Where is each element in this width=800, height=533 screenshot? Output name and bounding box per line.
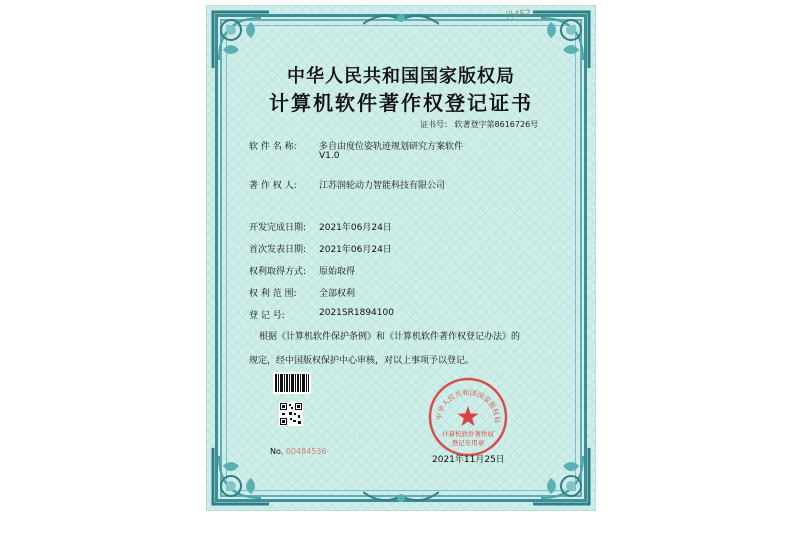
field-software-name bbox=[249, 139, 464, 152]
field-label: 著 作 权 人: bbox=[249, 181, 297, 191]
handwritten-note: 仍4F2 bbox=[504, 8, 532, 22]
field-value: 全部权利 bbox=[319, 289, 356, 299]
top-ornament-icon bbox=[363, 10, 439, 26]
bottom-ornament-icon bbox=[363, 490, 439, 506]
seal-ring-text: 中华人民共和国国家版权局 bbox=[434, 388, 502, 424]
field-label: 开发完成日期: bbox=[249, 223, 307, 233]
field-label: 软 件 名 称: bbox=[249, 142, 297, 152]
serial-number bbox=[270, 447, 327, 456]
issue-date: 2021年11月25日 bbox=[432, 455, 505, 465]
issuing-authority: 中华人民共和国国家版权局 bbox=[287, 66, 515, 87]
certificate bbox=[207, 6, 595, 510]
field-copyright-owner bbox=[249, 178, 446, 191]
field-label: 首次发表日期: bbox=[249, 245, 307, 255]
seal-line-1: 计算机软件著作权 bbox=[442, 430, 494, 438]
official-seal-icon bbox=[427, 376, 509, 458]
software-version: V1.0 bbox=[319, 151, 340, 161]
border-ornament-icon bbox=[211, 446, 271, 506]
field-label: 权 利 范 围: bbox=[249, 289, 297, 299]
certificate-number: 证书号： 软著登字第8616726号 bbox=[420, 120, 539, 129]
field-value: 2021年06月24日 bbox=[319, 223, 392, 233]
field-value: 2021年06月24日 bbox=[319, 245, 392, 255]
statement-line-1: 根据《计算机软件保护条例》和《计算机软件著作权登记办法》的 bbox=[259, 332, 521, 342]
field-value: 原始取得 bbox=[319, 267, 356, 277]
field-completion-date bbox=[249, 220, 392, 233]
field-label: 登 记 号: bbox=[249, 311, 285, 321]
field-registration-number bbox=[249, 308, 394, 321]
field-first-publish-date bbox=[249, 242, 392, 255]
seal-line-2: 登记专用章 bbox=[451, 439, 485, 447]
border-ornament-icon bbox=[531, 10, 591, 70]
certificate-title: 计算机软件著作权登记证书 bbox=[269, 91, 533, 115]
field-label: 权利取得方式: bbox=[249, 267, 307, 277]
field-acquisition-method bbox=[249, 264, 356, 277]
field-value: 江苏润轮动力智能科技有限公司 bbox=[319, 181, 446, 191]
field-value: 多自由度位姿轨迹规划研究方案软件 bbox=[319, 142, 464, 152]
barcode-icon bbox=[273, 372, 311, 394]
field-rights-scope bbox=[249, 286, 356, 299]
border-ornament-icon bbox=[531, 446, 591, 506]
statement-line-2: 规定，经中国版权保护中心审核，对以上事项予以登记。 bbox=[249, 356, 475, 366]
field-value: 2021SR1894100 bbox=[319, 308, 394, 318]
serial-label: No. bbox=[270, 447, 284, 456]
serial-value: 00484536 bbox=[285, 447, 327, 456]
qr-code-icon bbox=[279, 402, 303, 426]
border-ornament-icon bbox=[211, 10, 271, 70]
